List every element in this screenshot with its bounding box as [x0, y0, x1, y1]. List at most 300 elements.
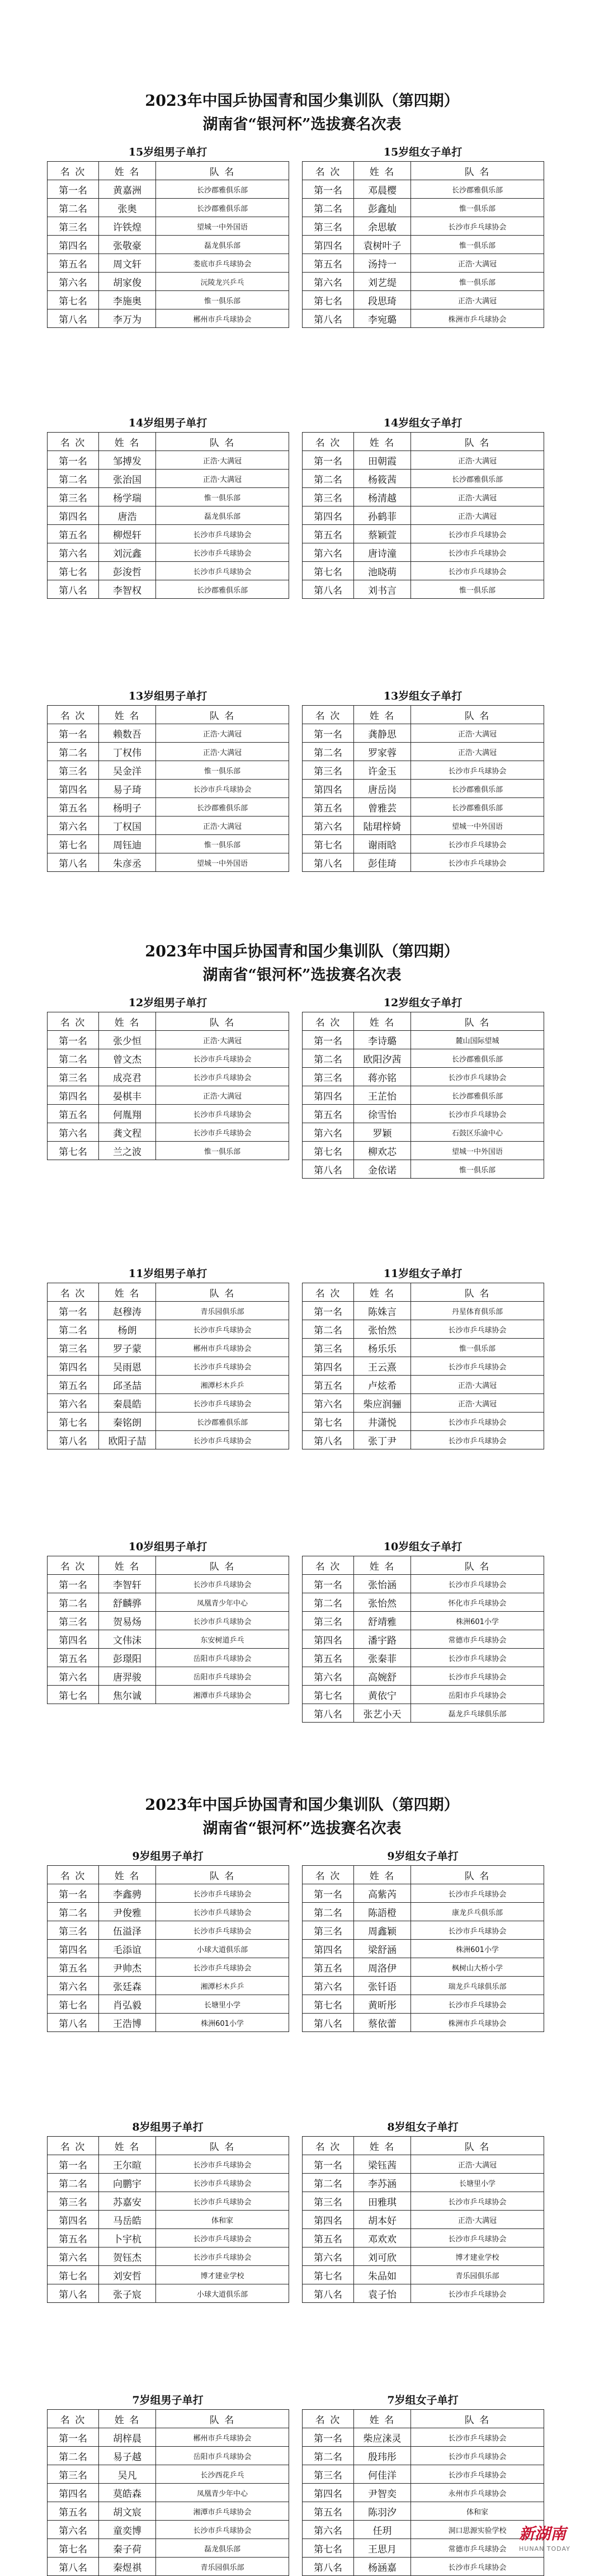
table-row [48, 2174, 289, 2192]
table-title: 13岁组女子单打 [383, 690, 463, 702]
player-name-cell: 吴雨恩 [99, 1357, 156, 1376]
player-name-cell: 贺钰杰 [99, 2247, 156, 2266]
table-title: 8岁组女子单打 [387, 2121, 459, 2133]
table-row [303, 2192, 544, 2211]
table-title: 9岁组女子单打 [387, 1850, 459, 1862]
table-row [48, 1958, 289, 1977]
team-cell: 长沙市乒乓球协会 [156, 1394, 289, 1413]
rank-cell: 第五名 [48, 1105, 99, 1123]
team-cell: 长沙市乒乓球协会 [411, 1995, 544, 2014]
rank-cell: 第三名 [48, 1339, 99, 1357]
player-name-cell: 梁钰茜 [354, 2155, 411, 2174]
team-cell: 长沙市乒乓球协会 [411, 1884, 544, 1903]
rank-cell: 第三名 [48, 1612, 99, 1630]
rank-cell: 第八名 [303, 1431, 354, 1449]
table-row [48, 2266, 289, 2284]
rank-cell: 第六名 [303, 273, 354, 291]
table-row [48, 724, 289, 743]
ranking-table [47, 1265, 289, 1449]
table-row [48, 1049, 289, 1068]
table-row [48, 2539, 289, 2558]
team-cell: 惟一俱乐部 [411, 1160, 544, 1179]
player-name-cell: 柴应润骊 [354, 1394, 411, 1413]
table-row [303, 543, 544, 562]
table-row [48, 1086, 289, 1105]
table-title: 11岁组女子单打 [383, 1268, 463, 1280]
rank-cell: 第七名 [303, 2539, 354, 2558]
table-row [303, 1704, 544, 1723]
table-row [48, 1884, 289, 1903]
player-name-cell: 龚静思 [354, 724, 411, 743]
player-name-cell: 孙鹤菲 [354, 506, 411, 525]
table-row [48, 2284, 289, 2303]
rank-cell: 第一名 [48, 2428, 99, 2447]
rank-header: 名 次 [48, 1556, 99, 1575]
team-cell: 望城一中外国语 [411, 1142, 544, 1160]
player-name-cell: 肖弘毅 [99, 1995, 156, 2014]
player-name-cell: 尹帅杰 [99, 1958, 156, 1977]
team-cell: 长沙郡雅俱乐部 [411, 470, 544, 488]
name-header: 姓 名 [99, 2410, 156, 2428]
rank-header: 名 次 [48, 1283, 99, 1302]
player-name-cell: 殷玮彤 [354, 2447, 411, 2465]
team-cell: 长沙郡雅俱乐部 [411, 780, 544, 798]
team-cell: 湘潭杉木乒乒 [156, 1977, 289, 1995]
team-cell: 惟一俱乐部 [411, 236, 544, 254]
player-name-cell: 张敬豪 [99, 236, 156, 254]
team-cell: 怀化市乒乓球协会 [411, 1593, 544, 1612]
rank-cell: 第五名 [303, 1105, 354, 1123]
table-row [303, 2502, 544, 2521]
rank-cell: 第五名 [48, 1376, 99, 1394]
player-name-cell: 张丁尹 [354, 1431, 411, 1449]
rank-cell: 第五名 [48, 2502, 99, 2521]
player-name-cell: 高紫芮 [354, 1884, 411, 1903]
table-row [48, 2558, 289, 2576]
team-cell: 惟一俱乐部 [411, 273, 544, 291]
rank-cell: 第六名 [48, 1123, 99, 1142]
team-cell: 小球大道俱乐部 [156, 1940, 289, 1958]
player-name-cell: 邓晨樱 [354, 180, 411, 199]
table-row [303, 2247, 544, 2266]
team-cell: 长沙郡雅俱乐部 [156, 1413, 289, 1431]
rank-cell: 第五名 [48, 798, 99, 817]
rank-cell: 第三名 [303, 217, 354, 236]
player-name-cell: 彭佳琦 [354, 853, 411, 872]
table-header-row [48, 1866, 289, 1884]
rank-cell: 第二名 [303, 1320, 354, 1339]
team-cell: 长沙郡雅俱乐部 [156, 580, 289, 599]
ranking-table [302, 2391, 544, 2576]
table-row [303, 291, 544, 309]
rank-cell: 第二名 [303, 1593, 354, 1612]
table-row [303, 1649, 544, 1667]
team-cell: 长沙市乒乓球协会 [411, 2428, 544, 2447]
rank-cell: 第七名 [303, 562, 354, 580]
table-row [303, 2539, 544, 2558]
rank-cell: 第三名 [303, 1921, 354, 1940]
team-cell: 磊龙乒乓球俱乐部 [411, 1704, 544, 1723]
player-name-cell: 胡文宸 [99, 2502, 156, 2521]
table-row [303, 1086, 544, 1105]
rank-cell: 第七名 [303, 291, 354, 309]
team-cell: 长沙市乒乓球协会 [156, 562, 289, 580]
player-name-cell: 金依诺 [354, 1160, 411, 1179]
player-name-cell: 邱圣喆 [99, 1376, 156, 1394]
player-name-cell: 赖数吾 [99, 724, 156, 743]
player-name-cell: 王思月 [354, 2539, 411, 2558]
rank-cell: 第八名 [303, 1704, 354, 1723]
new-hunan-logo [519, 2523, 597, 2558]
rank-cell: 第二名 [48, 2174, 99, 2192]
rank-cell: 第二名 [48, 1320, 99, 1339]
table-title: 7岁组女子单打 [387, 2394, 459, 2406]
rank-cell: 第一名 [303, 180, 354, 199]
team-cell: 长沙郡雅俱乐部 [411, 180, 544, 199]
rank-cell: 第一名 [48, 1302, 99, 1320]
section-subtitle: 湖南省“银河杯”选拔赛名次表 [202, 1820, 402, 1837]
player-name-cell: 罗子蒙 [99, 1339, 156, 1357]
team-header: 队 名 [411, 1012, 544, 1031]
team-cell: 湘潭杉木乒乒 [156, 1376, 289, 1394]
team-cell: 长沙市乒乓球协会 [411, 1431, 544, 1449]
player-name-cell: 丁权国 [99, 817, 156, 835]
rank-cell: 第八名 [303, 1160, 354, 1179]
team-cell: 正浩·大满冠 [411, 291, 544, 309]
player-name-cell: 毛添谊 [99, 1940, 156, 1958]
table-title: 15岁组男子单打 [128, 146, 207, 158]
rank-cell: 第二名 [303, 470, 354, 488]
team-cell: 正浩·大满冠 [411, 451, 544, 470]
player-name-cell: 徐雪怡 [354, 1105, 411, 1123]
name-header: 姓 名 [99, 2137, 156, 2155]
table-row [303, 2284, 544, 2303]
ranking-table [47, 1538, 289, 1704]
player-name-cell: 周文轩 [99, 254, 156, 273]
name-header: 姓 名 [99, 433, 156, 451]
name-header: 姓 名 [99, 1283, 156, 1302]
team-cell: 长沙市乒乓球协会 [411, 1357, 544, 1376]
team-cell: 岳阳市乒乓球协会 [156, 1667, 289, 1686]
rank-cell: 第三名 [303, 2192, 354, 2211]
rank-cell: 第六名 [48, 273, 99, 291]
table-row [48, 309, 289, 328]
team-cell: 长沙郡雅俱乐部 [411, 1049, 544, 1068]
team-cell: 长沙市乒乓球协会 [411, 2558, 544, 2576]
team-cell: 康龙乒乓俱乐部 [411, 1903, 544, 1921]
team-header: 队 名 [156, 1866, 289, 1884]
team-cell: 岳阳市乒乓球协会 [411, 1686, 544, 1704]
table-header-row [303, 2410, 544, 2428]
rank-cell: 第三名 [48, 2192, 99, 2211]
team-cell: 长沙郡雅俱乐部 [156, 199, 289, 217]
logo-subtitle: HUNAN TODAY [519, 2545, 570, 2552]
team-cell: 正浩·大满冠 [411, 1376, 544, 1394]
player-name-cell: 杨学瑞 [99, 488, 156, 506]
player-name-cell: 刘艺缇 [354, 273, 411, 291]
rank-cell: 第七名 [48, 835, 99, 853]
table-row [48, 236, 289, 254]
team-cell: 青乐园俱乐部 [411, 2266, 544, 2284]
team-cell: 长沙郡雅俱乐部 [411, 1086, 544, 1105]
ranking-table [302, 414, 544, 599]
table-row [48, 2428, 289, 2447]
rank-cell: 第四名 [303, 1940, 354, 1958]
table-row [48, 543, 289, 562]
player-name-cell: 李诗璐 [354, 1031, 411, 1049]
rank-cell: 第四名 [303, 236, 354, 254]
player-name-cell: 吴凡 [99, 2465, 156, 2484]
table-row [48, 2192, 289, 2211]
table-row [303, 1413, 544, 1431]
table-row [48, 1357, 289, 1376]
rank-cell: 第三名 [303, 488, 354, 506]
table-row [303, 1357, 544, 1376]
rank-cell: 第五名 [303, 1958, 354, 1977]
team-cell: 郴州市乒乓球协会 [156, 1339, 289, 1357]
team-header: 队 名 [411, 1866, 544, 1884]
section-title: 2023年中国乒协国青和国少集训队（第四期） [145, 943, 459, 960]
table-row [303, 2484, 544, 2502]
rank-cell: 第一名 [48, 1884, 99, 1903]
team-header: 队 名 [156, 1012, 289, 1031]
table-row [48, 1649, 289, 1667]
table-row [48, 1593, 289, 1612]
player-name-cell: 朱彦丞 [99, 853, 156, 872]
table-row [303, 780, 544, 798]
rank-cell: 第五名 [303, 1649, 354, 1667]
table-header-row [48, 162, 289, 180]
table-row [48, 1667, 289, 1686]
ranking-table [47, 1847, 289, 2032]
rank-cell: 第四名 [48, 780, 99, 798]
name-header: 姓 名 [354, 706, 411, 724]
table-row [48, 1105, 289, 1123]
player-name-cell: 陈語橙 [354, 1903, 411, 1921]
section-title: 2023年中国乒协国青和国少集训队（第四期） [145, 92, 459, 110]
table-row [48, 180, 289, 199]
table-row [48, 853, 289, 872]
rank-cell: 第二名 [48, 743, 99, 761]
table-row [303, 1884, 544, 1903]
table-row [48, 1123, 289, 1142]
team-cell: 长沙市乒乓球协会 [411, 1667, 544, 1686]
player-name-cell: 彭鑫灿 [354, 199, 411, 217]
name-header: 姓 名 [354, 1866, 411, 1884]
team-cell: 惟一俱乐部 [156, 488, 289, 506]
table-row [303, 1667, 544, 1686]
team-cell: 株洲市乒乓球协会 [411, 309, 544, 328]
rank-cell: 第七名 [303, 1413, 354, 1431]
table-row [48, 2484, 289, 2502]
player-name-cell: 舒麟骅 [99, 1593, 156, 1612]
table-row [303, 199, 544, 217]
rank-cell: 第一名 [303, 1884, 354, 1903]
team-header: 队 名 [411, 1283, 544, 1302]
player-name-cell: 张子宸 [99, 2284, 156, 2303]
ranking-table [302, 1265, 544, 1449]
table-row [303, 254, 544, 273]
rank-header: 名 次 [303, 1012, 354, 1031]
team-header: 队 名 [156, 162, 289, 180]
table-header-row [303, 1012, 544, 1031]
team-cell: 长沙市乒乓球协会 [411, 217, 544, 236]
team-cell: 永州市乒乓球协会 [411, 2484, 544, 2502]
player-name-cell: 柴应涞灵 [354, 2428, 411, 2447]
rank-header: 名 次 [48, 433, 99, 451]
team-cell: 长沙市乒乓球协会 [411, 1575, 544, 1593]
player-name-cell: 马岳皓 [99, 2211, 156, 2229]
ranking-table [302, 143, 544, 328]
rank-cell: 第五名 [48, 1958, 99, 1977]
rank-cell: 第四名 [48, 1940, 99, 1958]
team-header: 队 名 [411, 433, 544, 451]
team-cell: 长沙市乒乓球协会 [411, 2192, 544, 2211]
table-header-row [303, 1283, 544, 1302]
team-cell: 郴州市乒乓球协会 [156, 309, 289, 328]
rank-cell: 第三名 [303, 761, 354, 780]
rank-cell: 第八名 [303, 2558, 354, 2576]
section-subtitle: 湖南省“银河杯”选拔赛名次表 [202, 966, 402, 984]
table-row [48, 1068, 289, 1086]
rank-cell: 第五名 [303, 2229, 354, 2247]
team-cell: 长沙市乒乓球协会 [156, 1049, 289, 1068]
team-cell: 惟一俱乐部 [156, 761, 289, 780]
table-row [48, 525, 289, 543]
rank-header: 名 次 [48, 162, 99, 180]
table-row [303, 1977, 544, 1995]
table-row [48, 470, 289, 488]
rank-cell: 第一名 [48, 180, 99, 199]
team-cell: 长沙市乒乓球协会 [156, 2174, 289, 2192]
rank-cell: 第四名 [303, 506, 354, 525]
table-row [48, 580, 289, 599]
team-cell: 长沙市乒乓球协会 [156, 1575, 289, 1593]
rank-cell: 第七名 [48, 1995, 99, 2014]
logo-mark: 新湖南 [519, 2525, 567, 2543]
player-name-cell: 周洛伊 [354, 1958, 411, 1977]
player-name-cell: 刘书言 [354, 580, 411, 599]
rank-cell: 第三名 [48, 2465, 99, 2484]
rank-cell: 第四名 [303, 1630, 354, 1649]
team-cell: 青乐园俱乐部 [156, 1302, 289, 1320]
rank-cell: 第六名 [303, 1123, 354, 1142]
rank-cell: 第七名 [303, 1995, 354, 2014]
team-cell: 博才建业学校 [411, 2247, 544, 2266]
rank-cell: 第八名 [48, 2014, 99, 2032]
rank-cell: 第一名 [303, 1031, 354, 1049]
rank-cell: 第三名 [303, 1068, 354, 1086]
team-cell: 长沙市乒乓球协会 [156, 1903, 289, 1921]
table-row [303, 761, 544, 780]
ranking-table [47, 687, 289, 872]
table-row [48, 1630, 289, 1649]
ranking-table [302, 1847, 544, 2032]
table-row [303, 1593, 544, 1612]
player-name-cell: 成亮君 [99, 1068, 156, 1086]
team-cell: 湘潭市乒乓球协会 [156, 2502, 289, 2521]
rank-cell: 第四名 [48, 1357, 99, 1376]
team-cell: 株洲601小学 [156, 2014, 289, 2032]
player-name-cell: 王浩博 [99, 2014, 156, 2032]
player-name-cell: 杨朗 [99, 1320, 156, 1339]
player-name-cell: 胡梓晨 [99, 2428, 156, 2447]
table-row [48, 2447, 289, 2465]
name-header: 姓 名 [99, 1866, 156, 1884]
team-cell: 磊龙俱乐部 [156, 506, 289, 525]
rank-header: 名 次 [48, 2410, 99, 2428]
table-row [303, 2014, 544, 2032]
player-name-cell: 唐浩 [99, 506, 156, 525]
team-cell: 青乐园俱乐部 [156, 2558, 289, 2576]
team-cell: 石鼓区乐渝中心 [411, 1123, 544, 1142]
rank-header: 名 次 [48, 706, 99, 724]
player-name-cell: 袁树叶子 [354, 236, 411, 254]
team-cell: 长沙市乒乓球协会 [156, 525, 289, 543]
team-cell: 东安树道乒乓 [156, 1630, 289, 1649]
team-cell: 长沙市乒乓球协会 [156, 2192, 289, 2211]
team-cell: 正浩·大满冠 [156, 724, 289, 743]
table-row [303, 2465, 544, 2484]
team-cell: 正浩·大满冠 [411, 254, 544, 273]
rank-cell: 第三名 [303, 1612, 354, 1630]
team-cell: 娄底市乒乓球协会 [156, 254, 289, 273]
rank-cell: 第四名 [48, 2484, 99, 2502]
table-row [303, 451, 544, 470]
table-row [48, 743, 289, 761]
team-cell: 磊龙俱乐部 [156, 236, 289, 254]
team-cell: 长沙市乒乓球协会 [411, 525, 544, 543]
player-name-cell: 黄嘉洲 [99, 180, 156, 199]
rank-cell: 第一名 [303, 1302, 354, 1320]
table-header-row [303, 433, 544, 451]
player-name-cell: 李苏涵 [354, 2174, 411, 2192]
table-row [303, 743, 544, 761]
rank-cell: 第四名 [48, 236, 99, 254]
table-header-row [303, 1866, 544, 1884]
table-row [303, 1123, 544, 1142]
team-header: 队 名 [156, 1556, 289, 1575]
table-row [303, 1431, 544, 1449]
rank-cell: 第八名 [48, 853, 99, 872]
table-row [48, 1302, 289, 1320]
player-name-cell: 何胤翔 [99, 1105, 156, 1123]
team-cell: 正浩·大满冠 [156, 451, 289, 470]
player-name-cell: 陈姝言 [354, 1302, 411, 1320]
team-cell: 惟一俱乐部 [156, 835, 289, 853]
table-row [303, 2174, 544, 2192]
team-cell: 长沙市乒乓球协会 [156, 2229, 289, 2247]
table-row [48, 254, 289, 273]
player-name-cell: 潘宇路 [354, 1630, 411, 1649]
rank-cell: 第四名 [303, 1086, 354, 1105]
table-row [48, 291, 289, 309]
rank-cell: 第六名 [48, 1394, 99, 1413]
rank-cell: 第四名 [303, 2211, 354, 2229]
team-header: 队 名 [156, 706, 289, 724]
team-cell: 惟一俱乐部 [411, 1339, 544, 1357]
team-cell: 博才建业学校 [156, 2266, 289, 2284]
player-name-cell: 吴金洋 [99, 761, 156, 780]
team-cell: 正浩·大满冠 [156, 470, 289, 488]
team-cell: 洞口思源实验学校 [411, 2521, 544, 2539]
rank-cell: 第八名 [48, 2284, 99, 2303]
team-cell: 长塘里小学 [156, 1995, 289, 2014]
rank-cell: 第六名 [303, 543, 354, 562]
table-row [48, 817, 289, 835]
table-title: 9岁组男子单打 [132, 1850, 204, 1862]
player-name-cell: 莫皓森 [99, 2484, 156, 2502]
